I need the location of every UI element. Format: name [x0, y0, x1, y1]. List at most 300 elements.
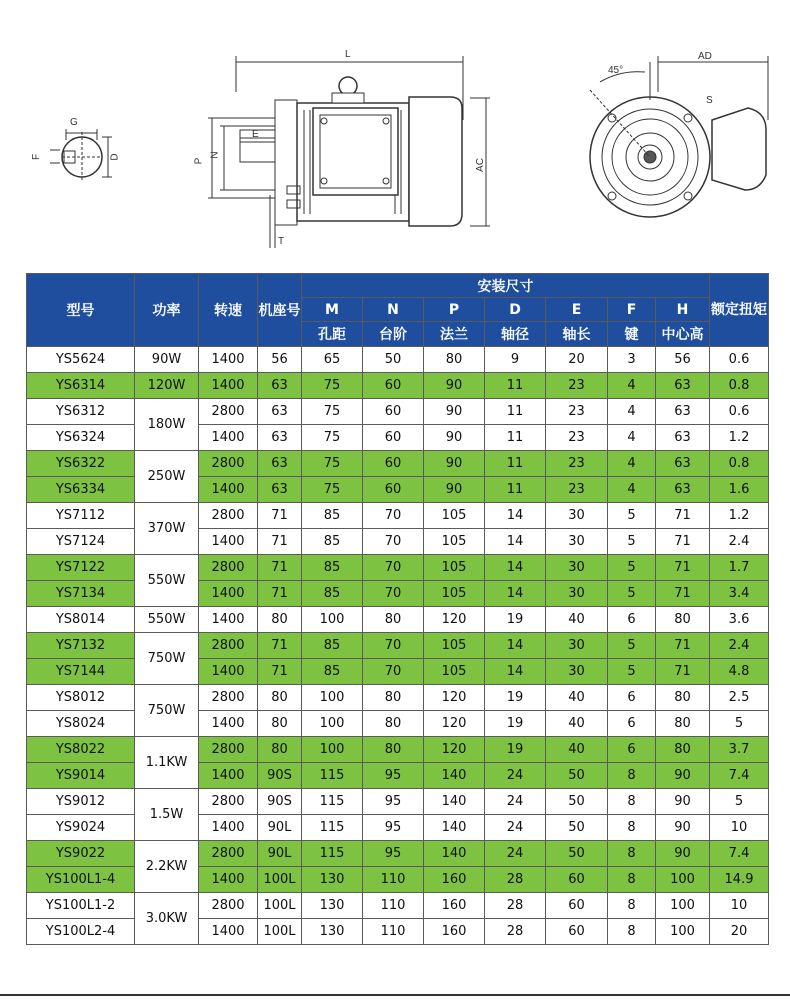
cell-h: 90: [656, 789, 710, 815]
cell-t: 2.4: [710, 633, 769, 659]
cell-model: YS6334: [27, 477, 135, 503]
label-D: D: [109, 153, 121, 161]
cell-h: 63: [656, 425, 710, 451]
cell-n: 95: [363, 841, 424, 867]
cell-e: 50: [546, 815, 608, 841]
cell-m: 115: [302, 763, 363, 789]
cell-e: 30: [546, 503, 608, 529]
cell-n: 110: [363, 919, 424, 945]
cell-e: 30: [546, 633, 608, 659]
cell-speed: 1400: [199, 477, 258, 503]
cell-n: 60: [363, 373, 424, 399]
cell-n: 80: [363, 685, 424, 711]
cell-t: 5: [710, 711, 769, 737]
cell-p: 160: [424, 919, 485, 945]
label-P: P: [193, 157, 205, 165]
dim-code-header: H: [656, 298, 710, 322]
cell-d: 9: [485, 347, 546, 373]
cell-frame: 56: [258, 347, 302, 373]
cell-f: 5: [608, 581, 656, 607]
cell-h: 90: [656, 815, 710, 841]
cell-m: 85: [302, 555, 363, 581]
cell-f: 8: [608, 867, 656, 893]
cell-power: 90W: [135, 347, 199, 373]
cell-speed: 2800: [199, 789, 258, 815]
cell-f: 6: [608, 737, 656, 763]
cell-p: 140: [424, 789, 485, 815]
cell-f: 8: [608, 815, 656, 841]
cell-d: 19: [485, 737, 546, 763]
cell-speed: 2800: [199, 893, 258, 919]
cell-d: 11: [485, 451, 546, 477]
cell-m: 75: [302, 399, 363, 425]
cell-p: 120: [424, 711, 485, 737]
cell-frame: 63: [258, 425, 302, 451]
cell-f: 8: [608, 919, 656, 945]
dim-name-header: 轴长: [546, 322, 608, 347]
cell-d: 11: [485, 399, 546, 425]
cell-e: 60: [546, 893, 608, 919]
cell-frame: 100L: [258, 893, 302, 919]
cell-t: 10: [710, 893, 769, 919]
cell-h: 71: [656, 659, 710, 685]
cell-h: 80: [656, 737, 710, 763]
label-E: E: [252, 129, 259, 140]
cell-speed: 1400: [199, 529, 258, 555]
cell-h: 100: [656, 867, 710, 893]
cell-m: 100: [302, 607, 363, 633]
bottom-divider: [0, 994, 790, 996]
cell-speed: 1400: [199, 659, 258, 685]
table-row: [27, 893, 769, 919]
label-T: T: [278, 236, 285, 247]
cell-t: 20: [710, 919, 769, 945]
cell-m: 115: [302, 815, 363, 841]
cell-speed: 1400: [199, 763, 258, 789]
cell-e: 50: [546, 789, 608, 815]
dim-name-header: 中心高: [656, 322, 710, 347]
header-model: 型号: [27, 274, 135, 347]
cell-model: YS8014: [27, 607, 135, 633]
cell-speed: 1400: [199, 867, 258, 893]
cell-p: 80: [424, 347, 485, 373]
cell-p: 90: [424, 373, 485, 399]
cell-frame: 71: [258, 581, 302, 607]
cell-e: 40: [546, 685, 608, 711]
cell-h: 90: [656, 763, 710, 789]
cell-frame: 71: [258, 503, 302, 529]
cell-power: 250W: [135, 451, 199, 503]
cell-m: 130: [302, 893, 363, 919]
cell-d: 24: [485, 841, 546, 867]
label-45deg: 45°: [608, 65, 624, 76]
cell-p: 90: [424, 399, 485, 425]
cell-power: 550W: [135, 555, 199, 607]
cell-frame: 71: [258, 529, 302, 555]
cell-f: 5: [608, 633, 656, 659]
cell-h: 80: [656, 711, 710, 737]
cell-d: 11: [485, 477, 546, 503]
end-view-drawing: [590, 56, 768, 217]
cell-n: 110: [363, 867, 424, 893]
dim-name-header: 台阶: [363, 322, 424, 347]
cell-model: YS100L1-4: [27, 867, 135, 893]
cell-h: 80: [656, 685, 710, 711]
table-row: [27, 451, 769, 477]
label-N: N: [209, 151, 221, 159]
dim-code-header: E: [546, 298, 608, 322]
cell-model: YS8022: [27, 737, 135, 763]
cell-h: 63: [656, 373, 710, 399]
cell-m: 130: [302, 867, 363, 893]
cell-t: 1.7: [710, 555, 769, 581]
cell-t: 14.9: [710, 867, 769, 893]
cell-e: 40: [546, 737, 608, 763]
cell-t: 7.4: [710, 841, 769, 867]
cell-model: YS9014: [27, 763, 135, 789]
cell-m: 65: [302, 347, 363, 373]
cell-d: 11: [485, 373, 546, 399]
cell-frame: 71: [258, 633, 302, 659]
cell-h: 100: [656, 919, 710, 945]
cell-p: 105: [424, 555, 485, 581]
cell-n: 60: [363, 451, 424, 477]
cell-h: 63: [656, 399, 710, 425]
cell-e: 30: [546, 555, 608, 581]
cell-d: 24: [485, 789, 546, 815]
cell-m: 85: [302, 503, 363, 529]
shaft-section-drawing: [50, 129, 112, 182]
cell-f: 4: [608, 425, 656, 451]
cell-frame: 71: [258, 659, 302, 685]
cell-model: YS8024: [27, 711, 135, 737]
cell-f: 4: [608, 399, 656, 425]
cell-t: 0.8: [710, 451, 769, 477]
cell-speed: 1400: [199, 373, 258, 399]
cell-n: 70: [363, 503, 424, 529]
cell-f: 4: [608, 477, 656, 503]
cell-h: 63: [656, 477, 710, 503]
cell-power: 750W: [135, 633, 199, 685]
cell-speed: 2800: [199, 399, 258, 425]
dimension-drawings: [0, 0, 790, 270]
cell-model: YS9022: [27, 841, 135, 867]
cell-d: 19: [485, 711, 546, 737]
cell-speed: 2800: [199, 685, 258, 711]
cell-h: 71: [656, 581, 710, 607]
cell-m: 130: [302, 919, 363, 945]
cell-power: 1.1KW: [135, 737, 199, 789]
cell-model: YS8012: [27, 685, 135, 711]
table-row: [27, 399, 769, 425]
cell-model: YS6322: [27, 451, 135, 477]
header-torque: 额定扭矩: [710, 274, 769, 347]
cell-f: 6: [608, 607, 656, 633]
cell-speed: 2800: [199, 503, 258, 529]
dim-name-header: 键: [608, 322, 656, 347]
cell-e: 20: [546, 347, 608, 373]
cell-t: 7.4: [710, 763, 769, 789]
cell-model: YS6324: [27, 425, 135, 451]
cell-e: 60: [546, 919, 608, 945]
cell-frame: 100L: [258, 867, 302, 893]
cell-frame: 63: [258, 373, 302, 399]
cell-t: 0.6: [710, 399, 769, 425]
cell-t: 0.8: [710, 373, 769, 399]
cell-m: 75: [302, 451, 363, 477]
motor-spec-table: [26, 273, 769, 945]
cell-n: 50: [363, 347, 424, 373]
cell-model: YS7112: [27, 503, 135, 529]
cell-d: 24: [485, 763, 546, 789]
cell-n: 70: [363, 529, 424, 555]
label-F: F: [31, 153, 43, 161]
cell-t: 1.2: [710, 425, 769, 451]
cell-p: 105: [424, 581, 485, 607]
cell-t: 3.4: [710, 581, 769, 607]
cell-power: 180W: [135, 399, 199, 451]
cell-e: 23: [546, 399, 608, 425]
cell-frame: 100L: [258, 919, 302, 945]
cell-p: 105: [424, 659, 485, 685]
cell-power: 1.5W: [135, 789, 199, 841]
table-row: [27, 633, 769, 659]
cell-speed: 2800: [199, 841, 258, 867]
cell-m: 75: [302, 373, 363, 399]
cell-t: 0.6: [710, 347, 769, 373]
cell-d: 14: [485, 659, 546, 685]
cell-m: 115: [302, 789, 363, 815]
table-row: [27, 737, 769, 763]
cell-frame: 63: [258, 399, 302, 425]
cell-n: 80: [363, 711, 424, 737]
cell-speed: 2800: [199, 737, 258, 763]
cell-f: 4: [608, 373, 656, 399]
cell-frame: 80: [258, 685, 302, 711]
table-row: [27, 685, 769, 711]
table-row: [27, 555, 769, 581]
cell-e: 40: [546, 711, 608, 737]
cell-frame: 90S: [258, 789, 302, 815]
cell-model: YS100L1-2: [27, 893, 135, 919]
cell-m: 115: [302, 841, 363, 867]
cell-speed: 1400: [199, 607, 258, 633]
cell-d: 14: [485, 503, 546, 529]
cell-e: 23: [546, 477, 608, 503]
cell-frame: 90L: [258, 841, 302, 867]
cell-model: YS9024: [27, 815, 135, 841]
cell-m: 85: [302, 581, 363, 607]
cell-f: 8: [608, 763, 656, 789]
cell-p: 120: [424, 607, 485, 633]
cell-h: 56: [656, 347, 710, 373]
cell-n: 95: [363, 763, 424, 789]
cell-p: 160: [424, 867, 485, 893]
label-L: L: [345, 49, 351, 60]
cell-e: 30: [546, 581, 608, 607]
cell-power: 120W: [135, 373, 199, 399]
cell-speed: 1400: [199, 347, 258, 373]
cell-h: 63: [656, 451, 710, 477]
table-body: [27, 347, 769, 945]
header-frame: 机座号: [258, 274, 302, 347]
cell-frame: 71: [258, 555, 302, 581]
cell-d: 24: [485, 815, 546, 841]
cell-speed: 1400: [199, 581, 258, 607]
cell-power: 750W: [135, 685, 199, 737]
cell-power: 3.0KW: [135, 893, 199, 945]
cell-h: 71: [656, 555, 710, 581]
cell-n: 95: [363, 789, 424, 815]
cell-speed: 2800: [199, 555, 258, 581]
table-row: [27, 841, 769, 867]
cell-n: 70: [363, 659, 424, 685]
cell-power: 2.2KW: [135, 841, 199, 893]
table-row: [27, 503, 769, 529]
cell-f: 8: [608, 893, 656, 919]
cell-model: YS100L2-4: [27, 919, 135, 945]
cell-e: 40: [546, 607, 608, 633]
cell-h: 71: [656, 529, 710, 555]
dim-code-header: F: [608, 298, 656, 322]
label-G: G: [70, 117, 78, 128]
header-install-dims: 安装尺寸: [302, 274, 710, 298]
cell-m: 100: [302, 685, 363, 711]
dim-name-header: 法兰: [424, 322, 485, 347]
cell-n: 60: [363, 477, 424, 503]
dim-code-header: D: [485, 298, 546, 322]
cell-model: YS5624: [27, 347, 135, 373]
cell-speed: 1400: [199, 711, 258, 737]
cell-d: 19: [485, 607, 546, 633]
cell-t: 1.6: [710, 477, 769, 503]
cell-d: 28: [485, 867, 546, 893]
cell-n: 60: [363, 425, 424, 451]
cell-frame: 90S: [258, 763, 302, 789]
cell-power: 370W: [135, 503, 199, 555]
cell-h: 71: [656, 633, 710, 659]
cell-p: 90: [424, 425, 485, 451]
cell-p: 120: [424, 685, 485, 711]
cell-p: 120: [424, 737, 485, 763]
dim-name-header: 孔距: [302, 322, 363, 347]
cell-f: 8: [608, 789, 656, 815]
cell-model: YS6314: [27, 373, 135, 399]
dim-code-header: M: [302, 298, 363, 322]
cell-p: 90: [424, 451, 485, 477]
cell-t: 4.8: [710, 659, 769, 685]
cell-d: 14: [485, 633, 546, 659]
cell-model: YS7122: [27, 555, 135, 581]
table-row: [27, 607, 769, 633]
cell-d: 14: [485, 555, 546, 581]
cell-t: 2.4: [710, 529, 769, 555]
cell-h: 71: [656, 503, 710, 529]
cell-m: 100: [302, 737, 363, 763]
cell-h: 100: [656, 893, 710, 919]
cell-m: 85: [302, 529, 363, 555]
cell-m: 85: [302, 659, 363, 685]
cell-d: 14: [485, 529, 546, 555]
cell-frame: 63: [258, 477, 302, 503]
cell-t: 3.7: [710, 737, 769, 763]
cell-frame: 80: [258, 737, 302, 763]
cell-t: 2.5: [710, 685, 769, 711]
cell-frame: 90L: [258, 815, 302, 841]
dim-code-header: P: [424, 298, 485, 322]
cell-n: 80: [363, 737, 424, 763]
cell-h: 90: [656, 841, 710, 867]
dim-code-header: N: [363, 298, 424, 322]
cell-p: 140: [424, 763, 485, 789]
cell-e: 30: [546, 529, 608, 555]
cell-f: 5: [608, 503, 656, 529]
cell-f: 5: [608, 555, 656, 581]
cell-speed: 2800: [199, 451, 258, 477]
cell-e: 23: [546, 451, 608, 477]
motor-drawing-svg: [0, 0, 790, 270]
cell-e: 30: [546, 659, 608, 685]
cell-model: YS6312: [27, 399, 135, 425]
cell-p: 160: [424, 893, 485, 919]
cell-h: 80: [656, 607, 710, 633]
cell-t: 1.2: [710, 503, 769, 529]
cell-f: 6: [608, 711, 656, 737]
cell-f: 4: [608, 451, 656, 477]
cell-e: 23: [546, 425, 608, 451]
cell-n: 80: [363, 607, 424, 633]
cell-t: 5: [710, 789, 769, 815]
side-view-drawing: [208, 56, 490, 248]
dim-name-header: 轴径: [485, 322, 546, 347]
cell-p: 90: [424, 477, 485, 503]
cell-f: 5: [608, 529, 656, 555]
cell-p: 105: [424, 529, 485, 555]
table-row: [27, 347, 769, 373]
header-power: 功率: [135, 274, 199, 347]
cell-n: 95: [363, 815, 424, 841]
cell-frame: 63: [258, 451, 302, 477]
cell-frame: 80: [258, 607, 302, 633]
cell-f: 3: [608, 347, 656, 373]
table-row: [27, 789, 769, 815]
cell-model: YS7124: [27, 529, 135, 555]
cell-f: 5: [608, 659, 656, 685]
cell-model: YS7134: [27, 581, 135, 607]
cell-n: 70: [363, 555, 424, 581]
cell-t: 10: [710, 815, 769, 841]
cell-n: 70: [363, 633, 424, 659]
cell-d: 28: [485, 893, 546, 919]
cell-e: 60: [546, 867, 608, 893]
cell-p: 105: [424, 633, 485, 659]
cell-n: 60: [363, 399, 424, 425]
cell-power: 550W: [135, 607, 199, 633]
cell-m: 85: [302, 633, 363, 659]
cell-p: 140: [424, 841, 485, 867]
label-S: S: [706, 95, 713, 106]
cell-n: 70: [363, 581, 424, 607]
cell-model: YS9012: [27, 789, 135, 815]
cell-speed: 1400: [199, 815, 258, 841]
cell-frame: 80: [258, 711, 302, 737]
cell-d: 19: [485, 685, 546, 711]
cell-model: YS7132: [27, 633, 135, 659]
cell-p: 105: [424, 503, 485, 529]
cell-e: 50: [546, 841, 608, 867]
cell-m: 75: [302, 477, 363, 503]
label-AD: AD: [698, 51, 712, 62]
